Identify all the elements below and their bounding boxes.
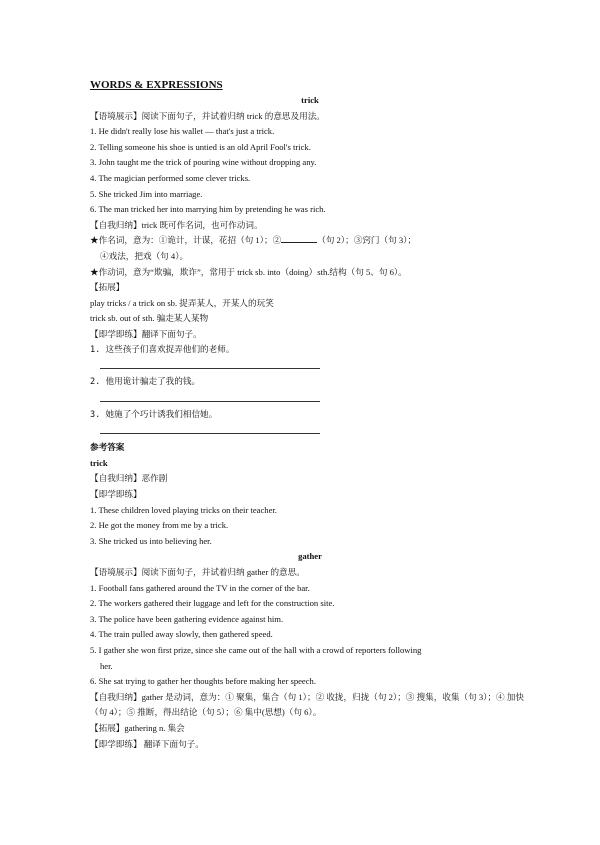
answer-sentence: 1. These children loved playing tricks on their teacher. xyxy=(90,504,277,515)
noun-usage-part-a: ★作名词，意为：①诡计，计谋，花招（句 1）；② xyxy=(90,235,282,246)
example-sentence: 4. The magician performed some clever tricks. xyxy=(90,172,251,183)
noun-usage-line xyxy=(90,233,530,249)
summary-intro-trick: 【自我归纳】trick 既可作名词，也可作动词。 xyxy=(90,219,263,230)
example-sentence: 6. She sat trying to gather her thoughts before making her speech. xyxy=(90,676,317,687)
expand-item: play tricks / a trick on sb. 捉弄某人，开某人的玩笑 xyxy=(90,297,274,308)
word-title-trick: trick xyxy=(301,95,319,105)
example-sentence: 1. Football fans gathered around the TV in the corner of the bar. xyxy=(90,582,310,593)
noun-usage-part-b: （句 2）；③窍门（句 3）； xyxy=(317,235,417,246)
example-sentence: 3. The police have been gathering evidence against him. xyxy=(90,613,284,624)
answer-line xyxy=(100,423,320,434)
verb-usage-line: ★作动词，意为“欺骗，欺诈”，常用于 trick sb. into（doing）sth.结构（句 5、句 6）。 xyxy=(90,266,407,277)
answers-summary xyxy=(90,471,530,487)
practice-item: 3. 她施了个巧计诱我们相信她。 xyxy=(90,409,218,420)
answers-summary-label: 【自我归纳】 xyxy=(90,473,142,484)
noun-usage-line-2: ④戏法，把戏（句 4）。 xyxy=(100,250,189,261)
expand-item: trick sb. out of sth. 骗走某人某物 xyxy=(90,313,209,324)
answer-line xyxy=(100,391,320,402)
answers-title: 参考答案 xyxy=(90,442,125,453)
example-sentence: 2. The workers gathered their luggage and left for the construction site. xyxy=(90,598,335,609)
practice-item: 2. 他用诡计骗走了我的钱。 xyxy=(90,377,201,388)
answer-blank xyxy=(281,234,317,243)
summary-gather: 【自我归纳】gather 是动词，意为：① 聚集，集合（句 1）；② 收拢，归拢（句 2）；③ 搜集，收集（句 3）；④ 加快（句 4）；⑤ 推断，得出结论（句 5）；⑥ 集中(思想)（句 6）。 xyxy=(90,691,524,718)
expand-title-trick: 【拓展】 xyxy=(90,282,125,293)
example-sentence-continued: her. xyxy=(100,660,113,671)
expand-gather: 【拓展】gathering n. 集会 xyxy=(90,722,185,733)
context-intro-trick: 【语境展示】阅读下面句子，并试着归纳 trick 的意思及用法。 xyxy=(90,110,325,121)
example-sentence: 3. John taught me the trick of pouring wine without dropping any. xyxy=(90,157,317,168)
practice-title-gather: 【即学即练】 翻译下面句子。 xyxy=(90,738,204,749)
example-sentence: 5. She tricked Jim into marriage. xyxy=(90,188,203,199)
practice-item: 1. 这些孩子们喜欢捉弄他们的老师。 xyxy=(90,344,235,355)
answer-sentence: 3. She tricked us into believing her. xyxy=(90,535,212,546)
example-sentence: 6. The man tricked her into marrying him by pretending he was rich. xyxy=(90,204,326,215)
answers-summary-value: 恶作剧 xyxy=(141,473,168,484)
practice-title-trick: 【即学即练】翻译下面句子。 xyxy=(90,328,202,339)
example-sentence: 4. The train pulled away slowly, then gathered speed. xyxy=(90,629,273,640)
example-sentence: 5. I gather she won first prize, since she came out of the hall with a crowd of reporters following xyxy=(90,645,422,655)
answer-line xyxy=(100,358,320,369)
example-sentence: 1. He didn't really lose his wallet — that's just a trick. xyxy=(90,126,275,137)
word-title-gather: gather xyxy=(298,551,322,562)
section-heading: WORDS & EXPRESSIONS xyxy=(90,79,223,91)
answer-sentence: 2. He got the money from me by a trick. xyxy=(90,520,229,531)
example-sentence: 2. Telling someone his shoe is untied is an old April Fool's trick. xyxy=(90,141,311,152)
document-content xyxy=(90,77,530,752)
answers-practice-label: 【即学即练】 xyxy=(90,489,142,500)
context-intro-gather: 【语境展示】阅读下面句子，并试着归纳 gather 的意思。 xyxy=(90,567,305,578)
answers-word: trick xyxy=(90,457,108,468)
